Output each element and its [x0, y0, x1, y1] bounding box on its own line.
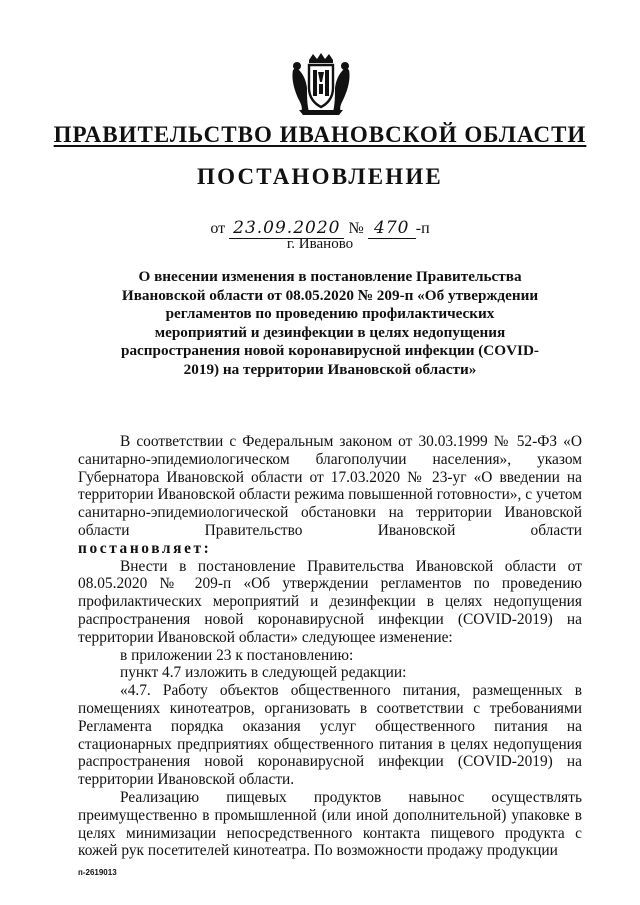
item-1-paragraph: Внести в постановление Правительства Ивановской области от 08.05.2020 № 209-п «Об утверждении регламентов по проведению профилактических мероприятий и дезинфекции в целях недопущения распространения новой коронавирусной инфекции (COVID-2019) на территории Ивановской области» следующее изменение: [78, 557, 582, 646]
issue-city: г. Иваново [286, 236, 354, 252]
government-name: ПРАВИТЕЛЬСТВО ИВАНОВСКОЙ ОБЛАСТИ [53, 122, 587, 147]
number-sign: № [348, 220, 364, 237]
document-body [78, 433, 582, 860]
document-type: ПОСТАНОВЛЕНИЕ [197, 164, 443, 189]
document-title: О внесении изменения в постановление Правительства Ивановской области от 08.05.2020 № 209-п «Об утверждении регламентов по проведению профилактических мероприятий и дезинфекции в целях недопущения распространения новой коронавирусной инфекции (COVID-2019) на территории Ивановской области» [121, 268, 539, 378]
number-suffix: -п [415, 220, 430, 237]
clause-text: «4.7. Работу объектов общественного питания, размещенных в помещениях кинотеатров, организовать в соответствии с требованиями Регламента порядка оказания услуг общественного питания на стационарных предприятиях общественного питания в целях недопущения распространения новой коронавирусной инфекции (COVID-2019) на территории Ивановской области. [78, 682, 582, 789]
issue-number: 470 [368, 218, 416, 239]
annex-line: в приложении 23 к постановлению: [120, 646, 354, 664]
decrees-word: постановляет: [78, 539, 212, 557]
clause-intro-line: пункт 4.7 изложить в следующей редакции: [120, 664, 407, 682]
coat-of-arms-icon [289, 52, 353, 116]
realization-paragraph: Реализацию пищевых продуктов навынос осуществлять преимущественно в промышленной (или иной дополнительной) упаковке в целях минимизации непосредственного контакта пищевого продукта с кожей рук посетителей кинотеатра. По возможности продажу продукции [78, 788, 582, 860]
issue-date: 23.09.2020 [229, 218, 344, 239]
document-code: п-2619013 [78, 868, 117, 877]
date-prefix: от [210, 220, 226, 237]
intro-paragraph: В соответствии с Федеральным законом от 30.03.1999 № 52-ФЗ «О санитарно-эпидемиологическом благополучии населения», указом Губернатора Ивановской области от 17.03.2020 № 23-уг «О введении на территории Ивановской области режима повышенной готовности», с учетом санитарно-эпидемиологической обстановки на территории Ивановской области Правительство Ивановской области [78, 433, 582, 539]
